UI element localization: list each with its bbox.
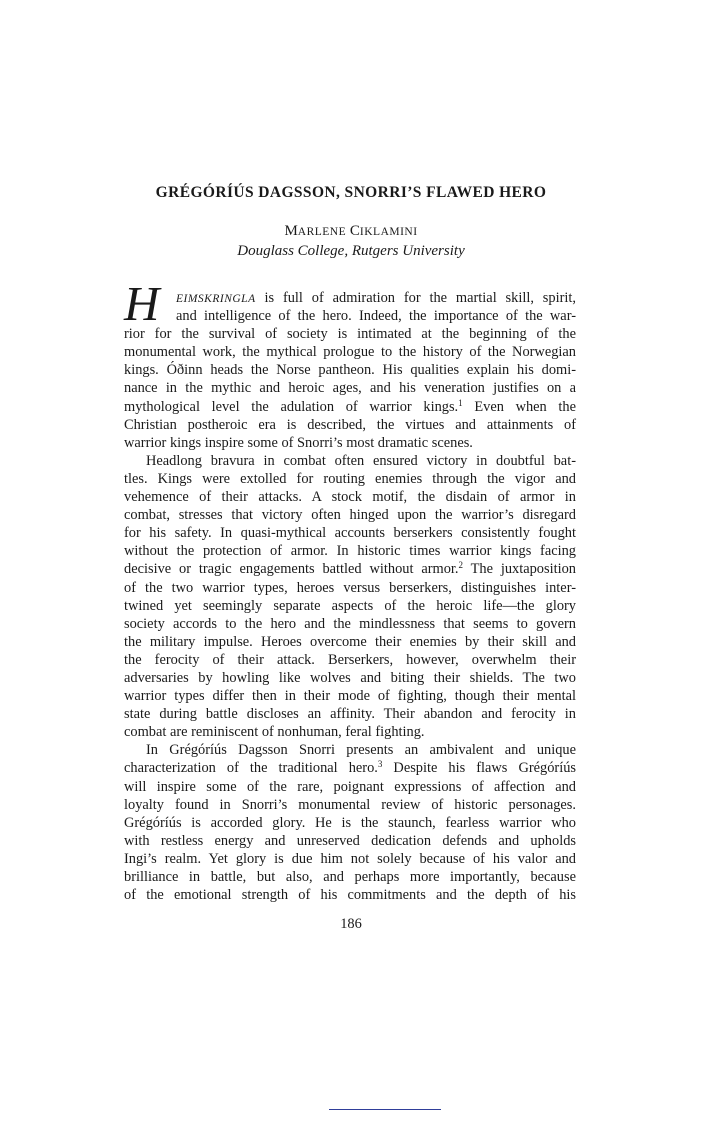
author-last-initial: C [349, 223, 360, 239]
text-line: with restless energy and unreserved dedication defends and upholds [124, 832, 576, 849]
text-line: twined yet seemingly separate aspects of the heroic life—the glory [124, 597, 576, 614]
author-last-rest: IKLAMINI [359, 226, 418, 238]
text-line: the ferocity of their attack. Berserkers, however, overwhelm their [124, 651, 576, 668]
text-line: and intelligence of the hero. Indeed, the importance of the war- [176, 308, 576, 325]
text-line: the military impulse. Heroes overcome their enemies by their skill and [124, 633, 576, 650]
page-number: 186 [340, 916, 362, 932]
text-line: of the emotional strength of his commitments and the depth of his [124, 887, 576, 904]
text-line: vehemence of their attacks. A stock motif, the disdain of armor in [124, 489, 576, 506]
text-line: In Grégóríús Dagsson Snorri presents an ambivalent and unique [146, 742, 576, 759]
text-line: for his safety. In quasi-mythical accounts berserkers consistently fought [124, 525, 576, 542]
heimskringla-smallcaps: EIMSKRINGLA [176, 293, 256, 305]
article-title: GRÉGÓRÍÚS DAGSSON, SNORRI’S FLAWED HERO [155, 184, 547, 201]
text-line: Headlong bravura in combat often ensured victory in doubtful bat- [146, 452, 576, 469]
footer-rule [329, 1109, 441, 1110]
author-first-initial: M [284, 223, 298, 239]
text-line: decisive or tragic engagements battled without armor.$^2$ The juxtaposition [124, 560, 576, 578]
text-line: adversaries by howling like wolves and biting their shields. The two [124, 669, 576, 686]
text-line: warrior types differ then in their mode of fighting, though their mental [124, 688, 576, 705]
text-line: combat, stresses that victory often hinged upon the warrior’s disregard [124, 507, 576, 524]
author-name [0, 223, 702, 240]
text-line: nance in the mythic and heroic ages, and his veneration justifies on a [124, 380, 576, 397]
text-line: brilliance in battle, but also, and perhaps more importantly, because [124, 869, 576, 885]
text-line: Christian postheroic era is described, the virtues and attainments of [124, 416, 576, 433]
text-line: of the two warrior types, heroes versus berserkers, distinguishes inter- [124, 579, 576, 596]
text-line: EIMSKRINGLA is full of admiration for the martial skill, spirit, [176, 290, 576, 306]
text-line: without the protection of armor. In historic times warrior kings facing [124, 543, 576, 560]
text-line: warrior kings inspire some of Snorri’s most dramatic scenes. [124, 434, 473, 451]
text-line: society accords to the hero and the mindlessness that seems to govern [124, 615, 576, 632]
author-affiliation: Douglass College, Rutgers University [237, 243, 465, 259]
footnote-marker: 2 [458, 560, 463, 571]
text-line: Ingi’s realm. Yet glory is due him not solely because of his valor and [124, 850, 576, 867]
text-line: will inspire some of the rare, poignant expressions of affection and [124, 778, 576, 795]
text-line: state during battle discloses an affinity. Their abandon and ferocity in [124, 706, 576, 723]
text-line: Grégóríús is accorded glory. He is the staunch, fearless warrior who [124, 814, 576, 831]
author-first-rest: ARLENE [297, 226, 347, 238]
text-line: loyalty found in Snorri’s monumental review of historic personages. [124, 796, 576, 813]
text-line: combat are reminiscent of nonhuman, feral fighting. [124, 724, 425, 741]
article-body [124, 289, 576, 904]
text-line: tles. Kings were extolled for routing enemies through the vigor and [124, 470, 576, 487]
drop-cap: H [124, 276, 160, 331]
footnote-marker: 3 [377, 759, 383, 770]
text-line: rior for the survival of society is intimated at the beginning of the [124, 326, 576, 343]
text-line: kings. Óðinn heads the Norse pantheon. His qualities explain his domi- [124, 362, 576, 379]
text-line: characterization of the traditional hero.$^3$ Despite his flaws Grégóríús [124, 759, 576, 777]
footnote-marker: 1 [458, 397, 463, 408]
text-line: mythological level the adulation of warrior kings.$^1$ Even when the [124, 397, 576, 415]
text-line: monumental work, the mythical prologue to the history of the Norwegian [124, 344, 576, 361]
